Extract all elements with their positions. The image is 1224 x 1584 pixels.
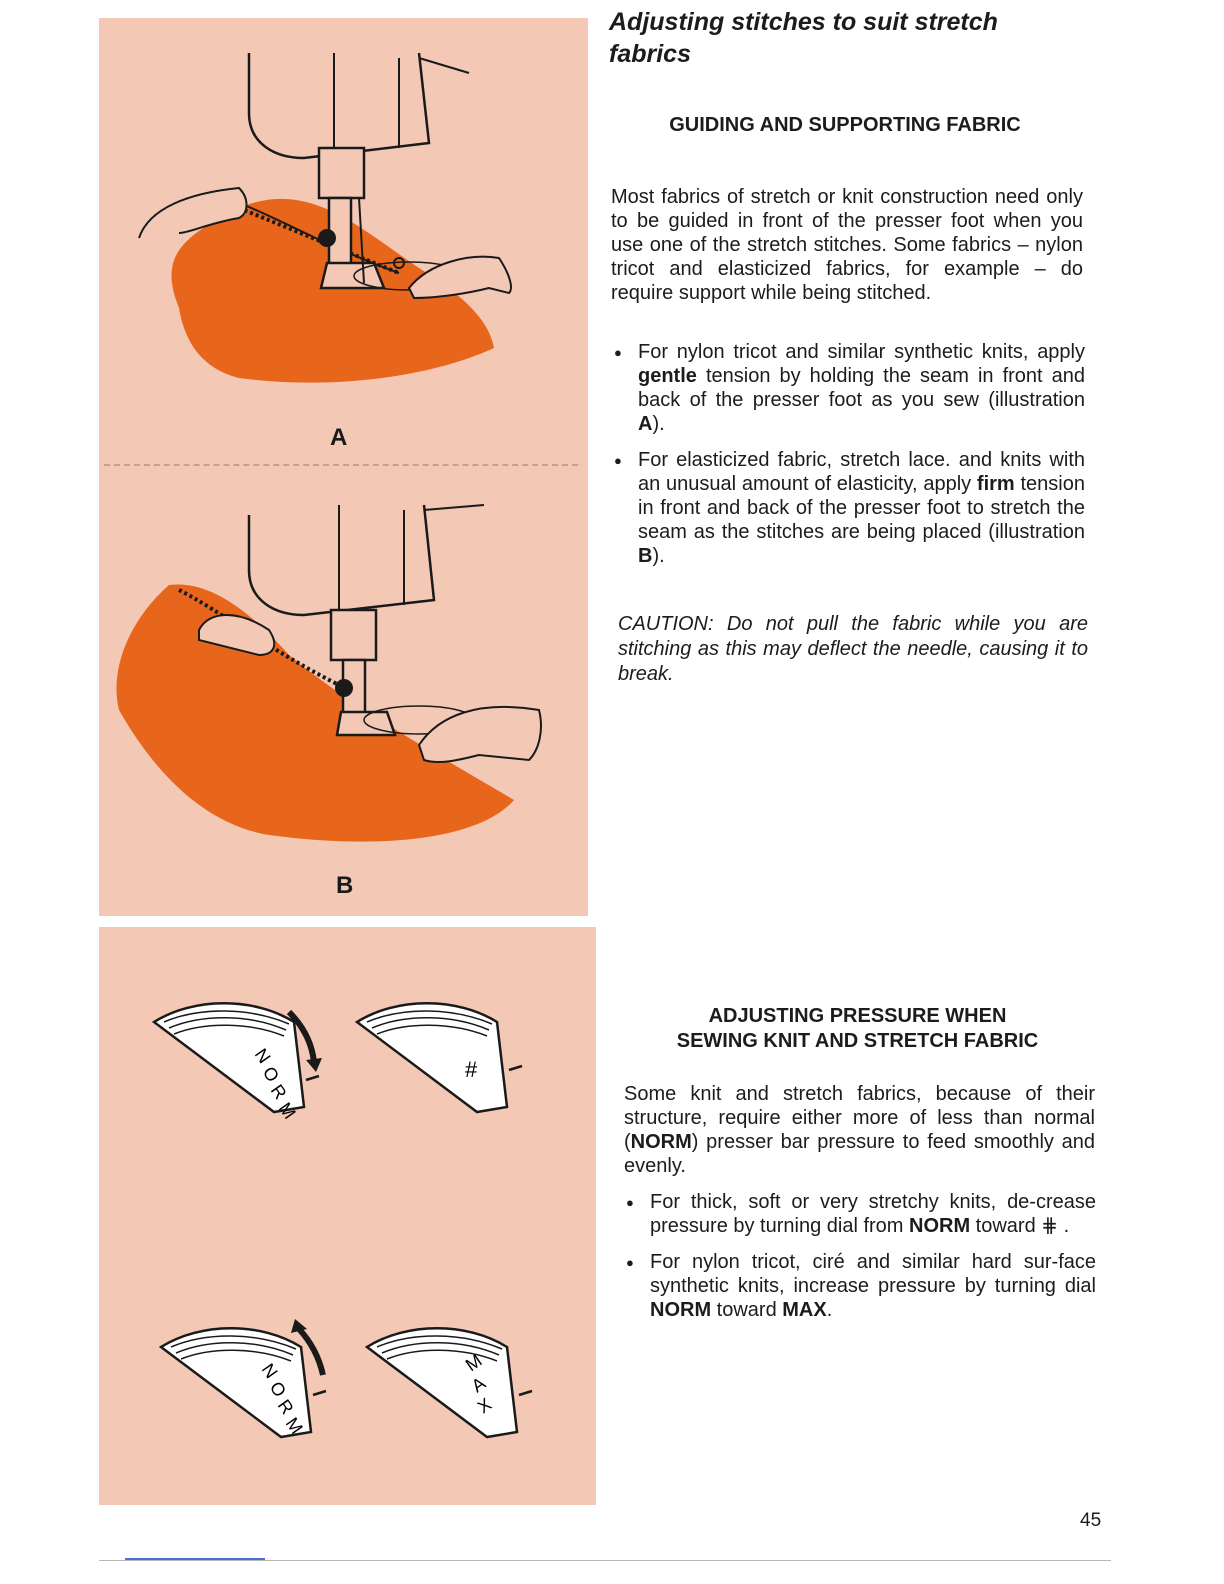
dial-norm2-letter-o: O — [265, 1377, 291, 1401]
dial-illustrations — [99, 927, 596, 1505]
dial-norm2-letter-r: R — [273, 1395, 298, 1418]
bottom-rule — [99, 1560, 1111, 1561]
bottom-rule-accent — [125, 1558, 265, 1560]
dial-norm2-letter-n: N — [257, 1359, 282, 1382]
dial-max-letter-x: X — [473, 1394, 496, 1418]
bullet-decrease-pressure: ● For thick, soft or very stretchy knits, de-crease pressure by turning dial from NORM toward ⋕ . — [624, 1190, 1096, 1238]
ref-illustration-a: A — [638, 413, 653, 435]
ref-illustration-b: B — [638, 545, 653, 567]
bullet-firm-tension: ● For elasticized fabric, stretch lace. and knits with an unusual amount of elasticity, apply firm tension in front and back of the presser foot to stretch the seam as the stitches are being placed (illustration B). — [612, 448, 1085, 568]
guiding-intro-paragraph: Most fabrics of stretch or knit construction need only to be guided in front of the presser foot when you use one of the stretch stitches. Some fabrics – nylon tricot and elasticized fabrics, for example – do require support while being stitched. — [611, 186, 1083, 304]
section-heading-pressure — [630, 1004, 1085, 1054]
pressure-intro-paragraph: Some knit and stretch fabrics, because of their structure, require either more of less than normal (NORM) presser bar pressure to feed smoothly and evenly. — [624, 1083, 1095, 1177]
hash-symbol-icon: ⋕ — [1041, 1215, 1059, 1237]
illustration-label-b: B — [336, 872, 354, 899]
emphasis-firm: firm — [976, 473, 1015, 495]
dial-norm-letter-r: R — [266, 1080, 291, 1103]
section-heading-pressure-line1: ADJUSTING PRESSURE WHEN — [708, 1005, 1007, 1027]
illustration-b — [99, 480, 588, 880]
dial-hash-symbol: # — [465, 1057, 478, 1082]
illustration-label-a: A — [330, 424, 348, 451]
illustration-a — [99, 18, 588, 458]
dial-norm-decrease — [154, 1003, 322, 1122]
dial-max-letter-m: M — [461, 1350, 486, 1376]
caution-note: CAUTION: Do not pull the fabric while you are stitching as this may deflect the needle, causing it to break. — [618, 613, 1088, 685]
dial-max-letter-a: A — [467, 1373, 490, 1397]
guiding-bullet-list — [612, 340, 1085, 568]
section-heading-pressure-line2: SEWING KNIT AND STRETCH FABRIC — [676, 1030, 1039, 1052]
dial-norm2-letter-m: M — [281, 1413, 307, 1438]
dial-max — [367, 1328, 532, 1437]
fabric-b — [116, 584, 514, 841]
page-title: Adjusting stitches to suit stretch fabrics — [609, 8, 998, 68]
bullet-gentle-tension: ● For nylon tricot and similar synthetic knits, apply gentle tension by holding the seam in front and back of the presser foot as you sew (illustration A). — [612, 340, 1085, 436]
dial-norm-letter-m: M — [274, 1098, 300, 1123]
page-number: 45 — [1080, 1510, 1102, 1531]
emphasis-gentle: gentle — [638, 365, 697, 387]
bullet-increase-pressure: ● For nylon tricot, ciré and similar hard sur-face synthetic knits, increase pressure by turning dial NORM toward MAX. — [624, 1250, 1096, 1322]
illustration-divider — [104, 464, 578, 466]
dial-hash — [357, 1003, 522, 1112]
dial-norm-increase — [161, 1319, 326, 1438]
section-heading-guiding: GUIDING AND SUPPORTING FABRIC — [669, 114, 1021, 136]
pressure-bullet-list — [624, 1190, 1096, 1322]
dial-norm-letter-n: N — [250, 1044, 275, 1067]
emphasis-norm: NORM — [630, 1131, 692, 1153]
dial-norm-letter-o: O — [258, 1062, 284, 1086]
